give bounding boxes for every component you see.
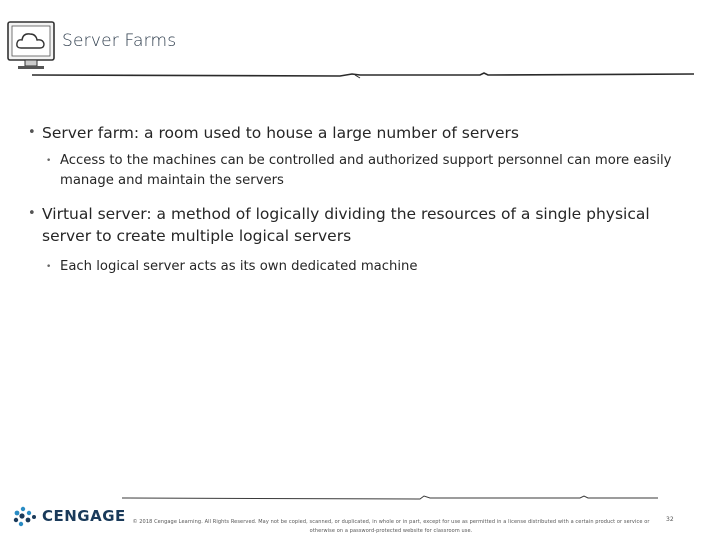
sub-bullet-text: Each logical server acts as its own dedicated machine [60,259,418,274]
cengage-logo [12,505,142,529]
slide-title: Server Farms [62,31,177,51]
spacer [28,144,698,151]
footer-divider [120,492,660,504]
sub-bullet-dot-icon: • [46,262,52,272]
page-number: 32 [666,516,674,523]
title-divider [0,68,720,82]
bullet-text: Server farm: a room used to house a large number of servers [42,124,519,142]
sub-bullet-dot-icon: • [46,156,52,166]
copyright-notice: © 2018 Cengage Learning. All Rights Reserved. May not be copied, scanned, or duplicated, in whole or in part, except for use as permitted in a license distributed with a certain product or service or otherwise on a password-protected website for classroom use. [132,519,650,534]
sub-bullet-item [28,151,698,191]
bullet-dot-icon: • [28,125,36,140]
bullet-dot-icon: • [28,206,36,221]
sub-bullet-text: Access to the machines can be controlled and authorized support personnel can more easily manage and maintain the servers [60,153,672,188]
spacer [28,191,698,203]
spacer [28,247,698,257]
bullet-list [28,122,698,277]
cengage-logo-icon [12,505,38,529]
logo-text: CENGAGE [42,507,126,525]
sub-bullet-item [28,257,698,277]
bullet-item [28,122,698,144]
bullet-item [28,203,698,247]
cloud-monitor-icon [6,18,56,72]
bullet-text: Virtual server: a method of logically dividing the resources of a single physical server to create multiple logical servers [42,205,650,245]
